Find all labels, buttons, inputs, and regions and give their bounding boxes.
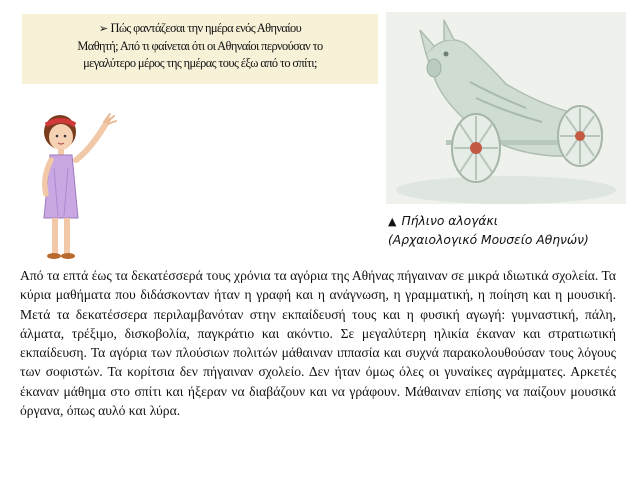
- clay-horse-photo: [386, 12, 626, 204]
- question-line-3: μεγαλύτερο μέρος της ημέρας τους έξω από το σπίτι;: [83, 56, 317, 70]
- main-paragraph: Από τα επτά έως τα δεκατέσσερά τους χρόνια τα αγόρια της Αθήνας πήγαιναν σε μικρά ιδιωτικά σχολεία. Τα κύρια μαθήματα που διδάσκονταν ήταν η γραφή και η ανάγνωση, η γραμματική, η ποίηση και η μουσική. Μετά τα δεκατέσσερα περιλαμβανόταν στην εκπαίδευσή τους και η φυσική αγωγή: γυμναστική, πάλη, άλματα, τρέξιμο, δισκοβολία, παγκράτιο και ακόντιο. Σε μεγαλύτερη ηλικία έκαναν και στρατιωτική εκπαίδευση. Τα αγόρια των πλούσιων πολιτών μάθαιναν ιππασία και συχνά παρακολουθούσαν τους λόγους των σοφιστών. Τα κορίτσια δεν πήγαιναν σχολείο. Δεν ήταν όμως όλες οι γυναίκες αγράμματες. Αρκετές έκαναν μάθημα στο σπίτι και ήξεραν να διαβάζουν και να γράφουν. Μάθαιναν επίσης να παίζουν μουσικά όργανα, όπως αυλό και λύρα.: [20, 268, 616, 419]
- triangle-up-icon: ▲: [388, 215, 397, 228]
- question-line-1: ➢ Πώς φαντάζεσαι την ημέρα ενός Αθηναίου: [98, 21, 302, 35]
- photo-caption: [388, 212, 633, 249]
- question-box: [22, 14, 378, 84]
- arrow-bullet-icon: ➢: [98, 23, 108, 35]
- question-line-2: Μαθητή; Από τι φαίνεται ότι οι Αθηναίοι περνούσαν το: [77, 39, 323, 53]
- caption-line-2: (Αρχαιολογικό Μουσείο Αθηνών): [388, 233, 589, 247]
- caption-line-1: ▲ Πήλινο αλογάκι: [388, 214, 498, 228]
- girl-illustration: [24, 108, 134, 268]
